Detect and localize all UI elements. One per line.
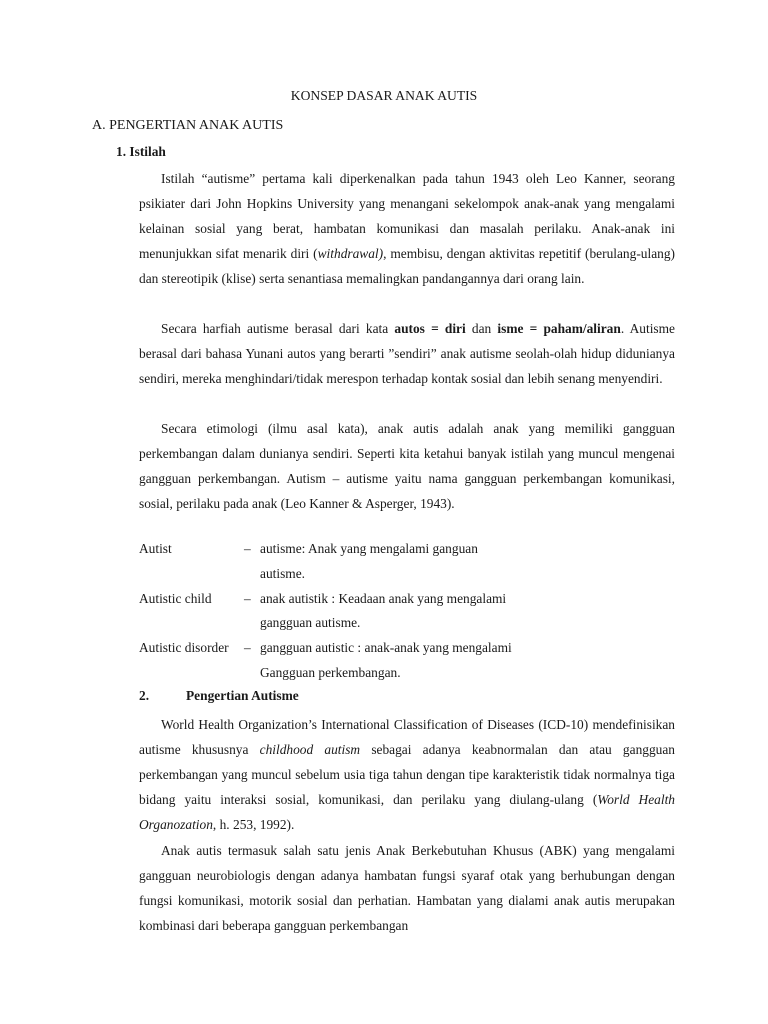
def-desc-line2: gangguan autisme. — [260, 615, 361, 630]
p2-a: Secara harfiah autisme berasal dari kata — [161, 321, 395, 336]
paragraph-istilah-3: Secara etimologi (ilmu asal kata), anak autis adalah anak yang memiliki gangguan perkembangan dalam dunianya sendiri. Seperti kita ketahui banyak istilah yang muncul mengenai gangguan perkembangan. Autism – autisme yaitu nama gangguan perkembangan komunikasi, sosial, perilaku pada anak (Leo Kanner & Asperger, 1943). — [139, 421, 675, 511]
def-desc-line1: anak autistik : Keadaan anak yang mengalami — [260, 591, 507, 606]
subsection-2-number: 2. — [139, 688, 150, 703]
document-title: KONSEP DASAR ANAK AUTIS — [290, 88, 478, 103]
def-desc-line1: gangguan autistic : anak-anak yang mengalami — [260, 640, 512, 655]
def-desc-line2: Gangguan perkembangan. — [260, 665, 401, 680]
def-dash: – — [244, 541, 251, 556]
paragraph-pengertian-2: Anak autis termasuk salah satu jenis Anak Berkebutuhan Khusus (ABK) yang mengalami gangguan neurobiologis dengan adanya hambatan fungsi syaraf otak yang berhubungan dengan fungsi komunikasi, motorik sosial dan perhatian. Hambatan yang dialami anak autis merupakan kombinasi dari beberapa gangguan perkembangan — [139, 843, 675, 933]
subsection-1-heading: 1. Istilah — [116, 144, 166, 159]
p2-d: . Autisme berasal dari bahasa Yunani autos yang berarti ”sendiri” anak autisme seolah-olah hidup didunianya sendiri, mereka menghindari/tidak merespon terhadap kontak sosial dan lebih senang menyendiri. — [139, 321, 675, 386]
def-dash: – — [244, 591, 251, 606]
p4-b: sebagai adanya keabnormalan dan atau gangguan perkembangan yang muncul sebelum usia tiga tahun dengan tipe karakteristik tidak normalnya tiga bidang yaitu interaksi sosial, komunikasi, dan perilaku yang diulang-ulang ( — [139, 742, 675, 807]
p4-a: World Health Organization’s International Classification of Diseases (ICD-10) mendefinisikan autisme khususnya — [139, 717, 675, 757]
p4-italic-2: World Health Organozation — [139, 792, 675, 832]
p2-bold-1: autos = diri — [394, 321, 466, 336]
paragraph-istilah-1 — [139, 166, 675, 291]
p1-italic: withdrawal) — [317, 246, 384, 261]
section-a-heading: A. PENGERTIAN ANAK AUTIS — [92, 118, 284, 133]
p2-bold-2: isme = paham/aliran — [497, 321, 621, 336]
def-dash: – — [244, 640, 251, 655]
def-term: Autistic child — [139, 591, 212, 606]
p1-text: Istilah “autisme” pertama kali diperkenalkan pada tahun 1943 oleh Leo Kanner, seorang psikiater dari John Hopkins University yang menangani sekelompok anak-anak yang mengalami kelainan sosial yang berat, hambatan komunikasi dan masalah perilaku. Anak-anak ini menunjukkan sifat menarik diri ( — [139, 171, 675, 261]
subsection-2-heading: Pengertian Autisme — [186, 688, 299, 703]
def-term: Autist — [139, 541, 172, 556]
p4-italic-1: childhood autism — [259, 742, 361, 757]
def-term: Autistic disorder — [139, 640, 229, 655]
def-desc-line1: autisme: Anak yang mengalami ganguan — [260, 541, 478, 556]
paragraph-istilah-2 — [139, 316, 675, 391]
p1-end: , membisu, dengan aktivitas repetitif (berulang-ulang) dan stereotipik (klise) serta senantiasa memalingkan pandangannya dari orang lain. — [139, 246, 675, 286]
p2-c: dan — [465, 321, 498, 336]
def-desc-line2: autisme. — [260, 566, 305, 581]
p4-c: , h. 253, 1992). — [212, 817, 295, 832]
paragraph-pengertian-1 — [139, 712, 675, 837]
